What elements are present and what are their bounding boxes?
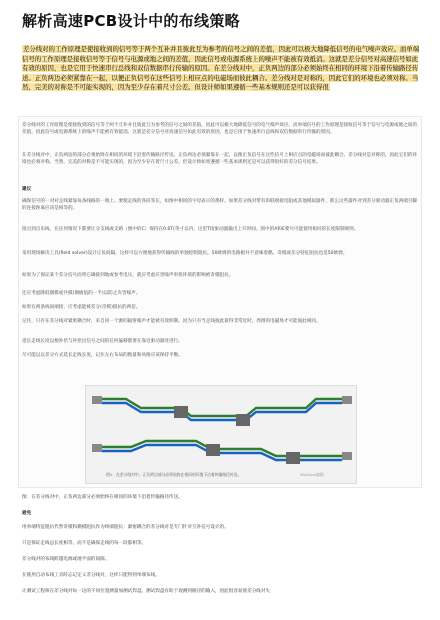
watermark-text: WinDum编辑 (300, 472, 324, 477)
avoid-item-2: 只是保证走线总长度相等，而不是确保走线的每一段都相等。 (22, 541, 147, 546)
top-left-pad (92, 396, 102, 404)
page-title: 解析高速PCB设计中的布线策略 (22, 12, 240, 30)
intro-paragraph (22, 45, 420, 93)
paragraph-10: 延长走线长度以便补偿与补偿出信号之间的任何偏移都要在靠近驱动器处进行。 (22, 339, 183, 344)
pcb-routing-diagram (85, 385, 357, 484)
avoid-item-5: 让测试工程师在差分线对每一边的不同位置测量加测试焊盘。测试焊盘有助于观测到路径的输入，因此很容易使差分线对失 (22, 589, 271, 594)
bottom-left-pad (92, 444, 102, 452)
top-trace-green (102, 399, 342, 416)
paragraph-7: 还应考虑降低偶模或共模(偶极值的一半)以防止有害噪声。 (22, 291, 141, 296)
diagram-caption: 图1：在差分线对中，正负两边部分必须始终在相同的环境下沿着传输路径传送。 (106, 472, 242, 477)
bottom-component-2 (286, 452, 300, 464)
top-component-2 (236, 414, 250, 426)
paragraph-6: 如果为了保证某个差分信号而将它确接到地或参考电压，就应考虑应害噪声串扰环境的影响被奇模阻抗。 (22, 273, 234, 278)
paragraph-9: 记住，只有在差分线对紧密耦合时，来自同一个源的辐射噪声才能被有效抑制。因为只有当走线彼此靠得非常近时，周围的电磁场才可能彼此相同。 (22, 319, 321, 324)
figure-caption: 图：在差分线对中，正负两边部分必须始终在相同的环境下沿着传输路径传送。 (22, 495, 183, 500)
paragraph-4: 接点到点布线，在任何情况下都要让分支线或支路（图中的C）保持在0.6T(英寸以内，这里T指驱动器输出上升时间。图中的A和E要尽可能使用相同的长度限制规则。 (22, 227, 359, 232)
intro-highlight: 差分线对的工作原理是使接收到的信号等于两个互补并且彼此互为参考的信号之间的差值，因此可以极大地降低信号的电气噪声效应。而单端信号的工作原理是接收信号等于信号与电源或地之间的差值，因此信号或电源系统上的噪声不能被有效抵消。这就是差分信号对高速信号如此有效的原因，也是它用于快速串行总线和双信数据串行传输的原因。在差分线对中，正负两边的部分必须始终在相同的环境下沿着传输路径传送。正负两边必须紧靠在一起，以便正负信号在这些信号上相应点的电磁场而彼此耦合。差分线对是对称的，因此它们的环境也必须对称。当然，完美的对称是不可能实现的，因为至少存在着尺寸公差。但设计师如果遵循一些基本规则还是可以获得很 (22, 45, 420, 92)
bottom-trace-blue (102, 445, 342, 460)
section-heading-suggestion: 建议 (22, 187, 32, 192)
bottom-pair (92, 441, 352, 464)
paragraph-3: 确保信号的一对对走线紧靠每条线路的一端上。要使走线的各段等长，如图中相同的字母表示的那样。如果差分线对带有串联端接电阻或其他模拟器件，那么这些器件对到差分驱动器正负两端引脚的连接距离应该是相等的。 (22, 199, 418, 212)
section-heading-avoid: 避免 (22, 511, 32, 516)
avoid-item-4: 在使用自动布线工具时忘记定义差分线对，这样只能得到单端布线。 (22, 573, 160, 578)
paragraph-8: 如果在两条线间端接，应考虑能被差分(奇模)阻抗的两倍。 (22, 305, 141, 310)
bottom-component (206, 444, 220, 456)
routing-svg (86, 386, 356, 483)
paragraph-1: 差分线对的工作原理是使接收到的信号等于两个互补并且彼此互为参考的信号之间的差值，因此可以极大地降低信号的电气噪声效应。而单端信号的工作原理是接收信号等于信号与电源或地之间的差值，因此信号或电源系统上的噪声不能被有效抵消。这就是差分信号对高速信号如此有效的原因，也是它用于快速串行总线和双信数据串行传输的原因。 (22, 123, 418, 136)
top-component (174, 406, 188, 418)
paragraph-5: 采用现场解决工具(field solver)设计正负间隔，这样可以方便地获得传输线的单独控制阻抗。50欧姆的电路板并不意味着偶、奇模或差分特征阻抗也是50欧姆。 (22, 251, 348, 256)
top-pair (92, 396, 352, 426)
paragraph-11: 尽可能以以差分方式延长走线长度，记住左右布局的数量和风格应该保持平衡。 (22, 353, 183, 358)
avoid-item-1: 用单端特征阻抗代替奇模和偶模阻抗作为终端阻抗：紧密耦合的差分线对是专门针对互补信号设计的。 (22, 525, 229, 530)
avoid-item-3: 差分线对的布线跨越电源或地平面的间隙。 (22, 557, 110, 562)
paragraph-2: 在差分线对中，正负两边的部分必须始终在相同的环境下沿着传输路径传送。正负两边必须紧靠在一起，以便正负信号在这些信号上相应点的电磁场而彼此耦合。差分线对是对称的，因此它们的环境也必须对称。当然，完美的对称是不可能实现的，因为至少存在着尺寸公差。但设计师如果遵循一些基本规则还是可以获得很好的差分信号结果。 (22, 153, 418, 166)
bottom-right-pad (342, 452, 352, 460)
top-right-pad (342, 396, 352, 404)
